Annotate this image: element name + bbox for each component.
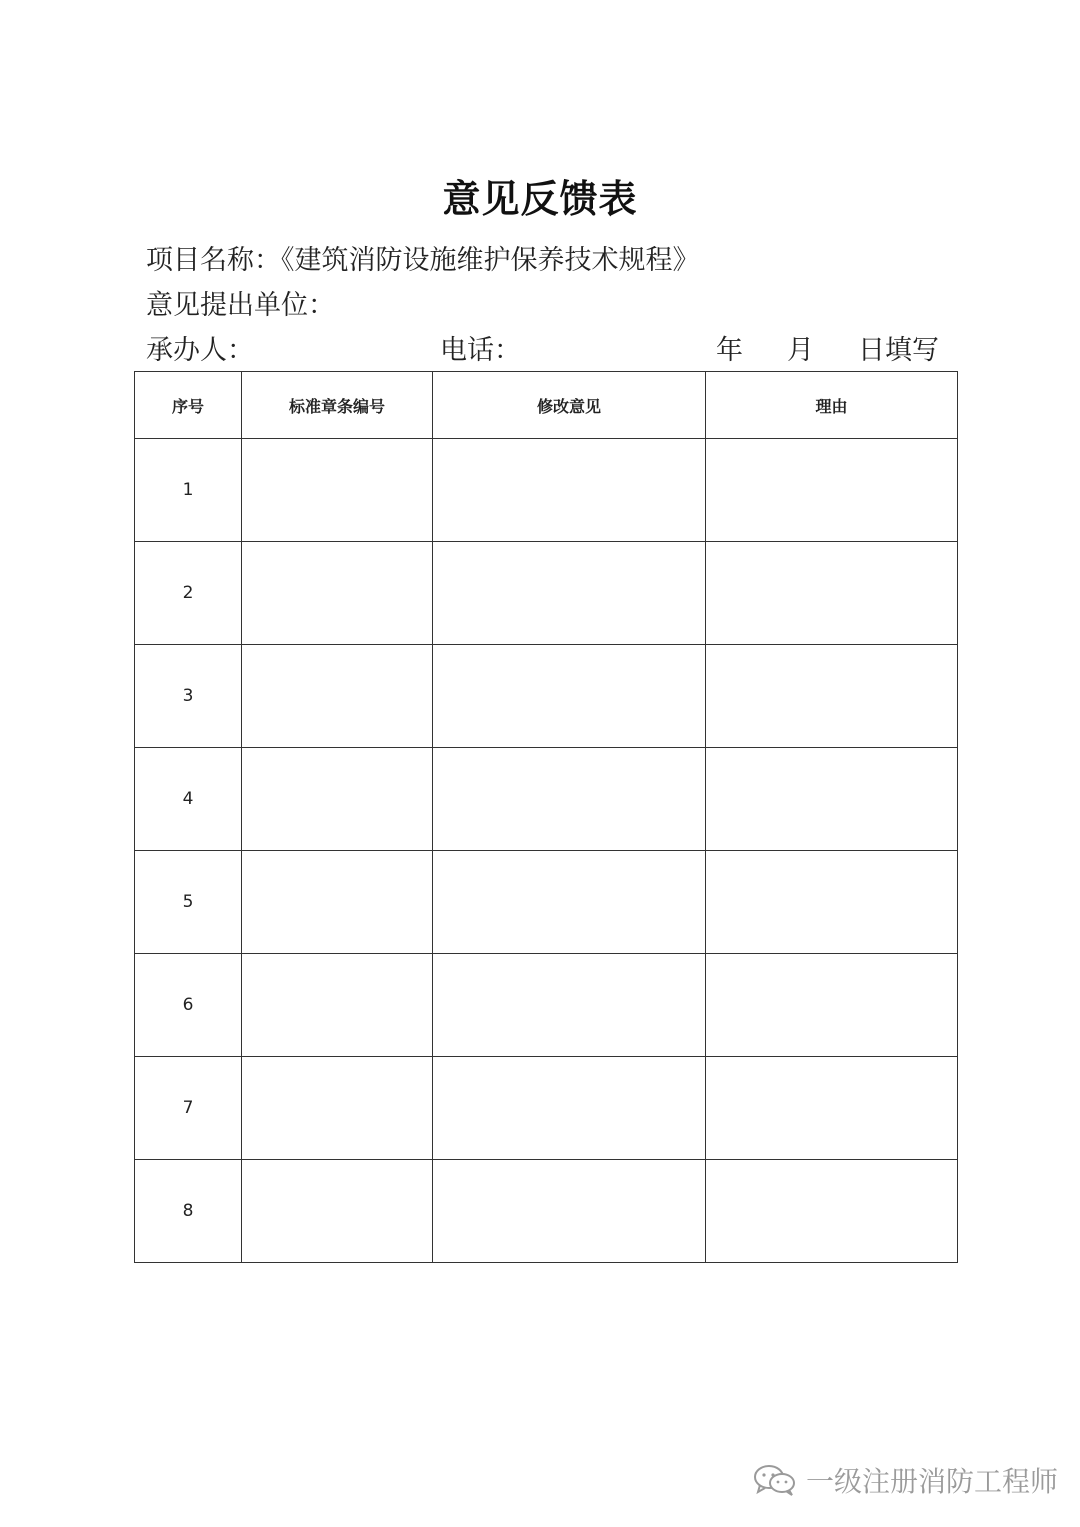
table-row — [135, 851, 958, 954]
reason-cell[interactable] — [706, 748, 958, 851]
clause-number-cell[interactable] — [242, 954, 433, 1057]
row-serial-number: 4 — [135, 748, 242, 851]
table-row — [135, 542, 958, 645]
revision-opinion-cell[interactable] — [433, 954, 706, 1057]
project-name-line: 项目名称：《建筑消防设施维护保养技术规程》 — [146, 245, 700, 276]
row-serial-number: 1 — [135, 439, 242, 542]
row-serial-number: 6 — [135, 954, 242, 1057]
row-serial-number: 2 — [135, 542, 242, 645]
revision-opinion-cell[interactable] — [433, 748, 706, 851]
watermark — [752, 1460, 1058, 1500]
header-reason: 理由 — [706, 372, 958, 439]
reason-cell[interactable] — [706, 439, 958, 542]
feedback-table — [134, 371, 958, 1263]
row-serial-number: 7 — [135, 1057, 242, 1160]
clause-number-cell[interactable] — [242, 851, 433, 954]
clause-number-cell[interactable] — [242, 439, 433, 542]
clause-number-cell[interactable] — [242, 542, 433, 645]
revision-opinion-cell[interactable] — [433, 1160, 706, 1263]
clause-number-cell[interactable] — [242, 748, 433, 851]
table-row — [135, 1057, 958, 1160]
revision-opinion-cell[interactable] — [433, 439, 706, 542]
date-year-label: 年 — [716, 335, 743, 366]
row-serial-number: 5 — [135, 851, 242, 954]
reason-cell[interactable] — [706, 1160, 958, 1263]
date-day-label: 日填写 — [858, 335, 939, 366]
header-serial-number: 序号 — [135, 372, 242, 439]
handler-label: 承办人： — [146, 335, 254, 366]
feedback-unit-line: 意见提出单位： — [146, 290, 335, 321]
wechat-icon — [752, 1463, 798, 1497]
header-revision-opinion: 修改意见 — [433, 372, 706, 439]
row-serial-number: 8 — [135, 1160, 242, 1263]
phone-label: 电话： — [440, 335, 521, 366]
clause-number-cell[interactable] — [242, 1057, 433, 1160]
reason-cell[interactable] — [706, 1057, 958, 1160]
form-title: 意见反馈表 — [442, 177, 638, 221]
revision-opinion-cell[interactable] — [433, 645, 706, 748]
table-row — [135, 645, 958, 748]
reason-cell[interactable] — [706, 645, 958, 748]
date-month-label: 月 — [787, 335, 814, 366]
clause-number-cell[interactable] — [242, 645, 433, 748]
table-row — [135, 748, 958, 851]
revision-opinion-cell[interactable] — [433, 542, 706, 645]
revision-opinion-cell[interactable] — [433, 1057, 706, 1160]
clause-number-cell[interactable] — [242, 1160, 433, 1263]
table-row — [135, 439, 958, 542]
reason-cell[interactable] — [706, 954, 958, 1057]
table-row — [135, 954, 958, 1057]
watermark-text: 一级注册消防工程师 — [806, 1465, 1059, 1498]
revision-opinion-cell[interactable] — [433, 851, 706, 954]
reason-cell[interactable] — [706, 851, 958, 954]
table-header-row — [135, 372, 958, 439]
header-clause-number: 标准章条编号 — [242, 372, 433, 439]
reason-cell[interactable] — [706, 542, 958, 645]
row-serial-number: 3 — [135, 645, 242, 748]
table-row — [135, 1160, 958, 1263]
fill-date — [716, 333, 939, 369]
